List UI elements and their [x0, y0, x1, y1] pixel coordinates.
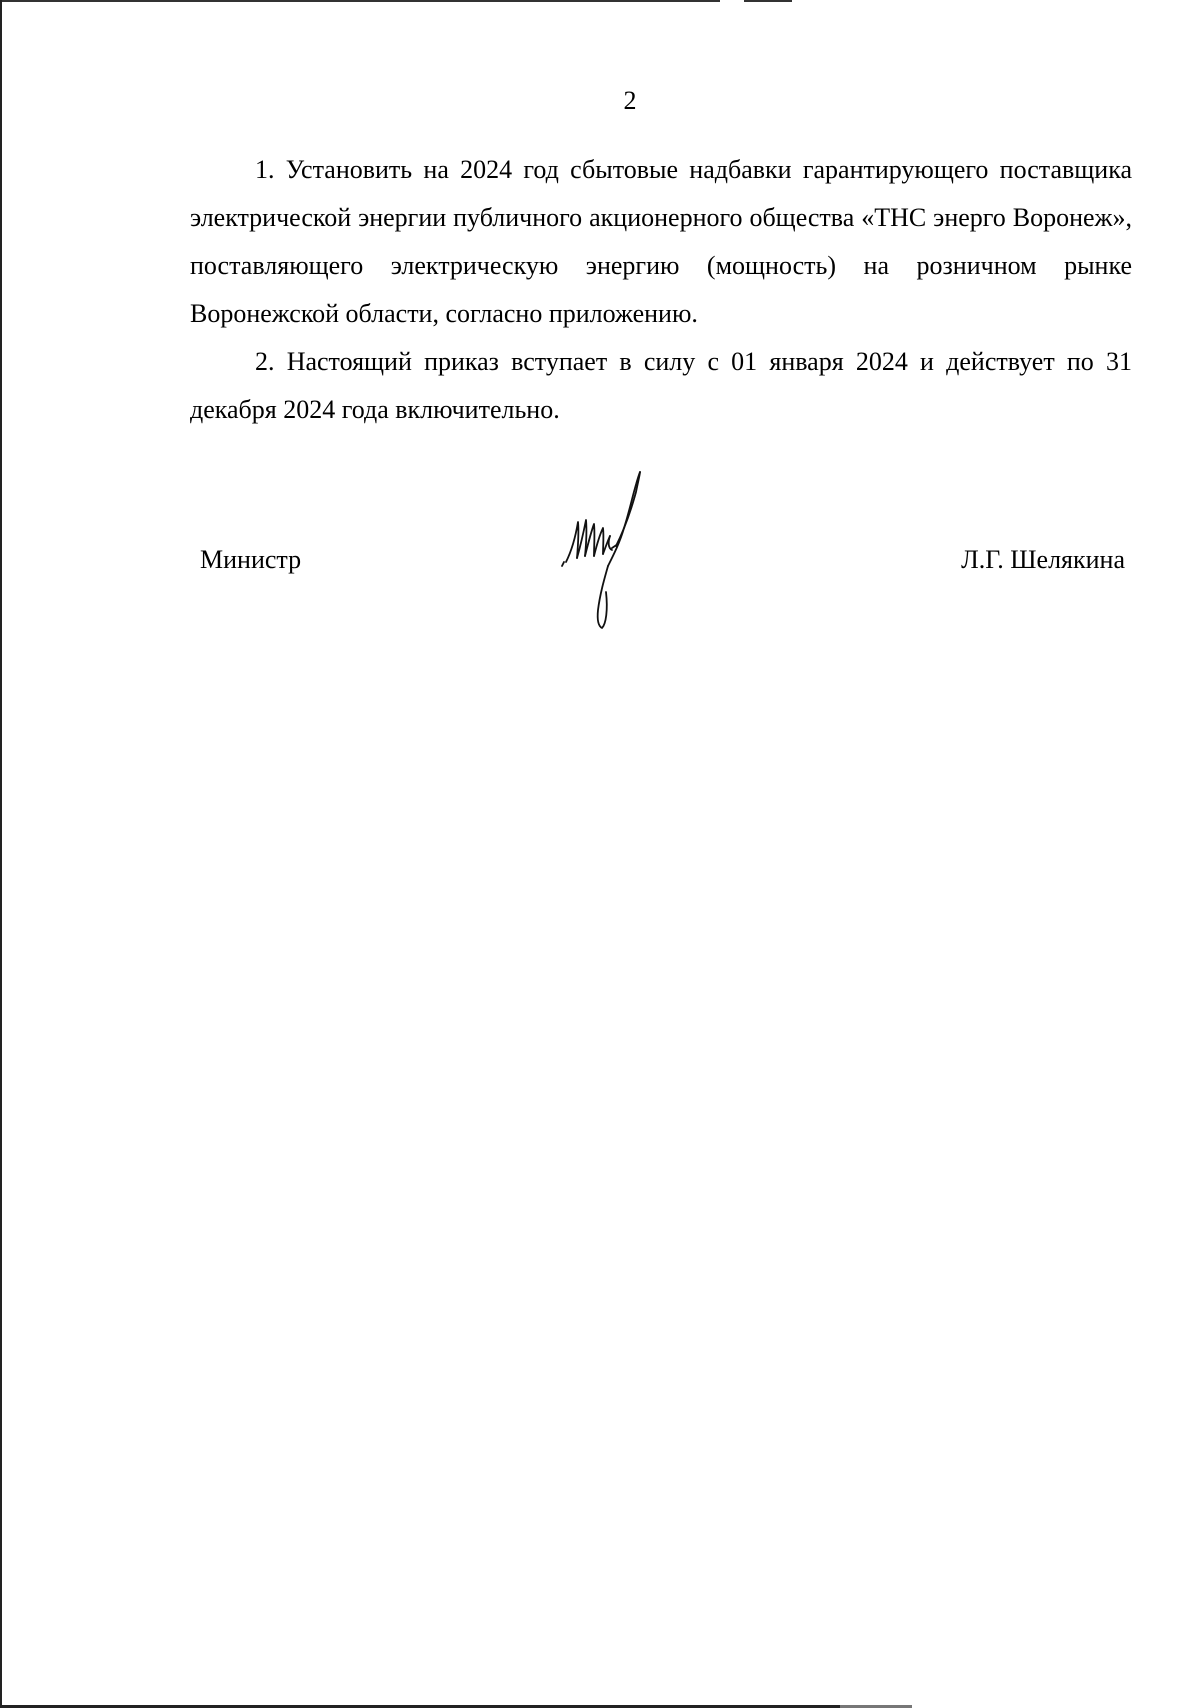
paragraph-1: 1. Установить на 2024 год сбытовые надбавки гарантирующего поставщика электрической энергии публичного акционерного общества «ТНС энерго Воронеж», поставляющего электрическую энергию (мощность) на розничном рынке Воронежской области, согласно приложению. [190, 155, 1132, 328]
paragraph-2: 2. Настоящий приказ вступает в силу с 01 января 2024 и действует по 31 декабря 2024 года включительно. [190, 347, 1132, 424]
document-body [190, 146, 1132, 434]
scan-edge-top [0, 0, 1200, 2]
signer-name: Л.Г. Шелякина [961, 545, 1125, 574]
page-number: 2 [623, 86, 637, 115]
signer-title: Министр [200, 545, 302, 574]
handwritten-signature [550, 470, 690, 650]
scan-edge-left [0, 0, 2, 1708]
